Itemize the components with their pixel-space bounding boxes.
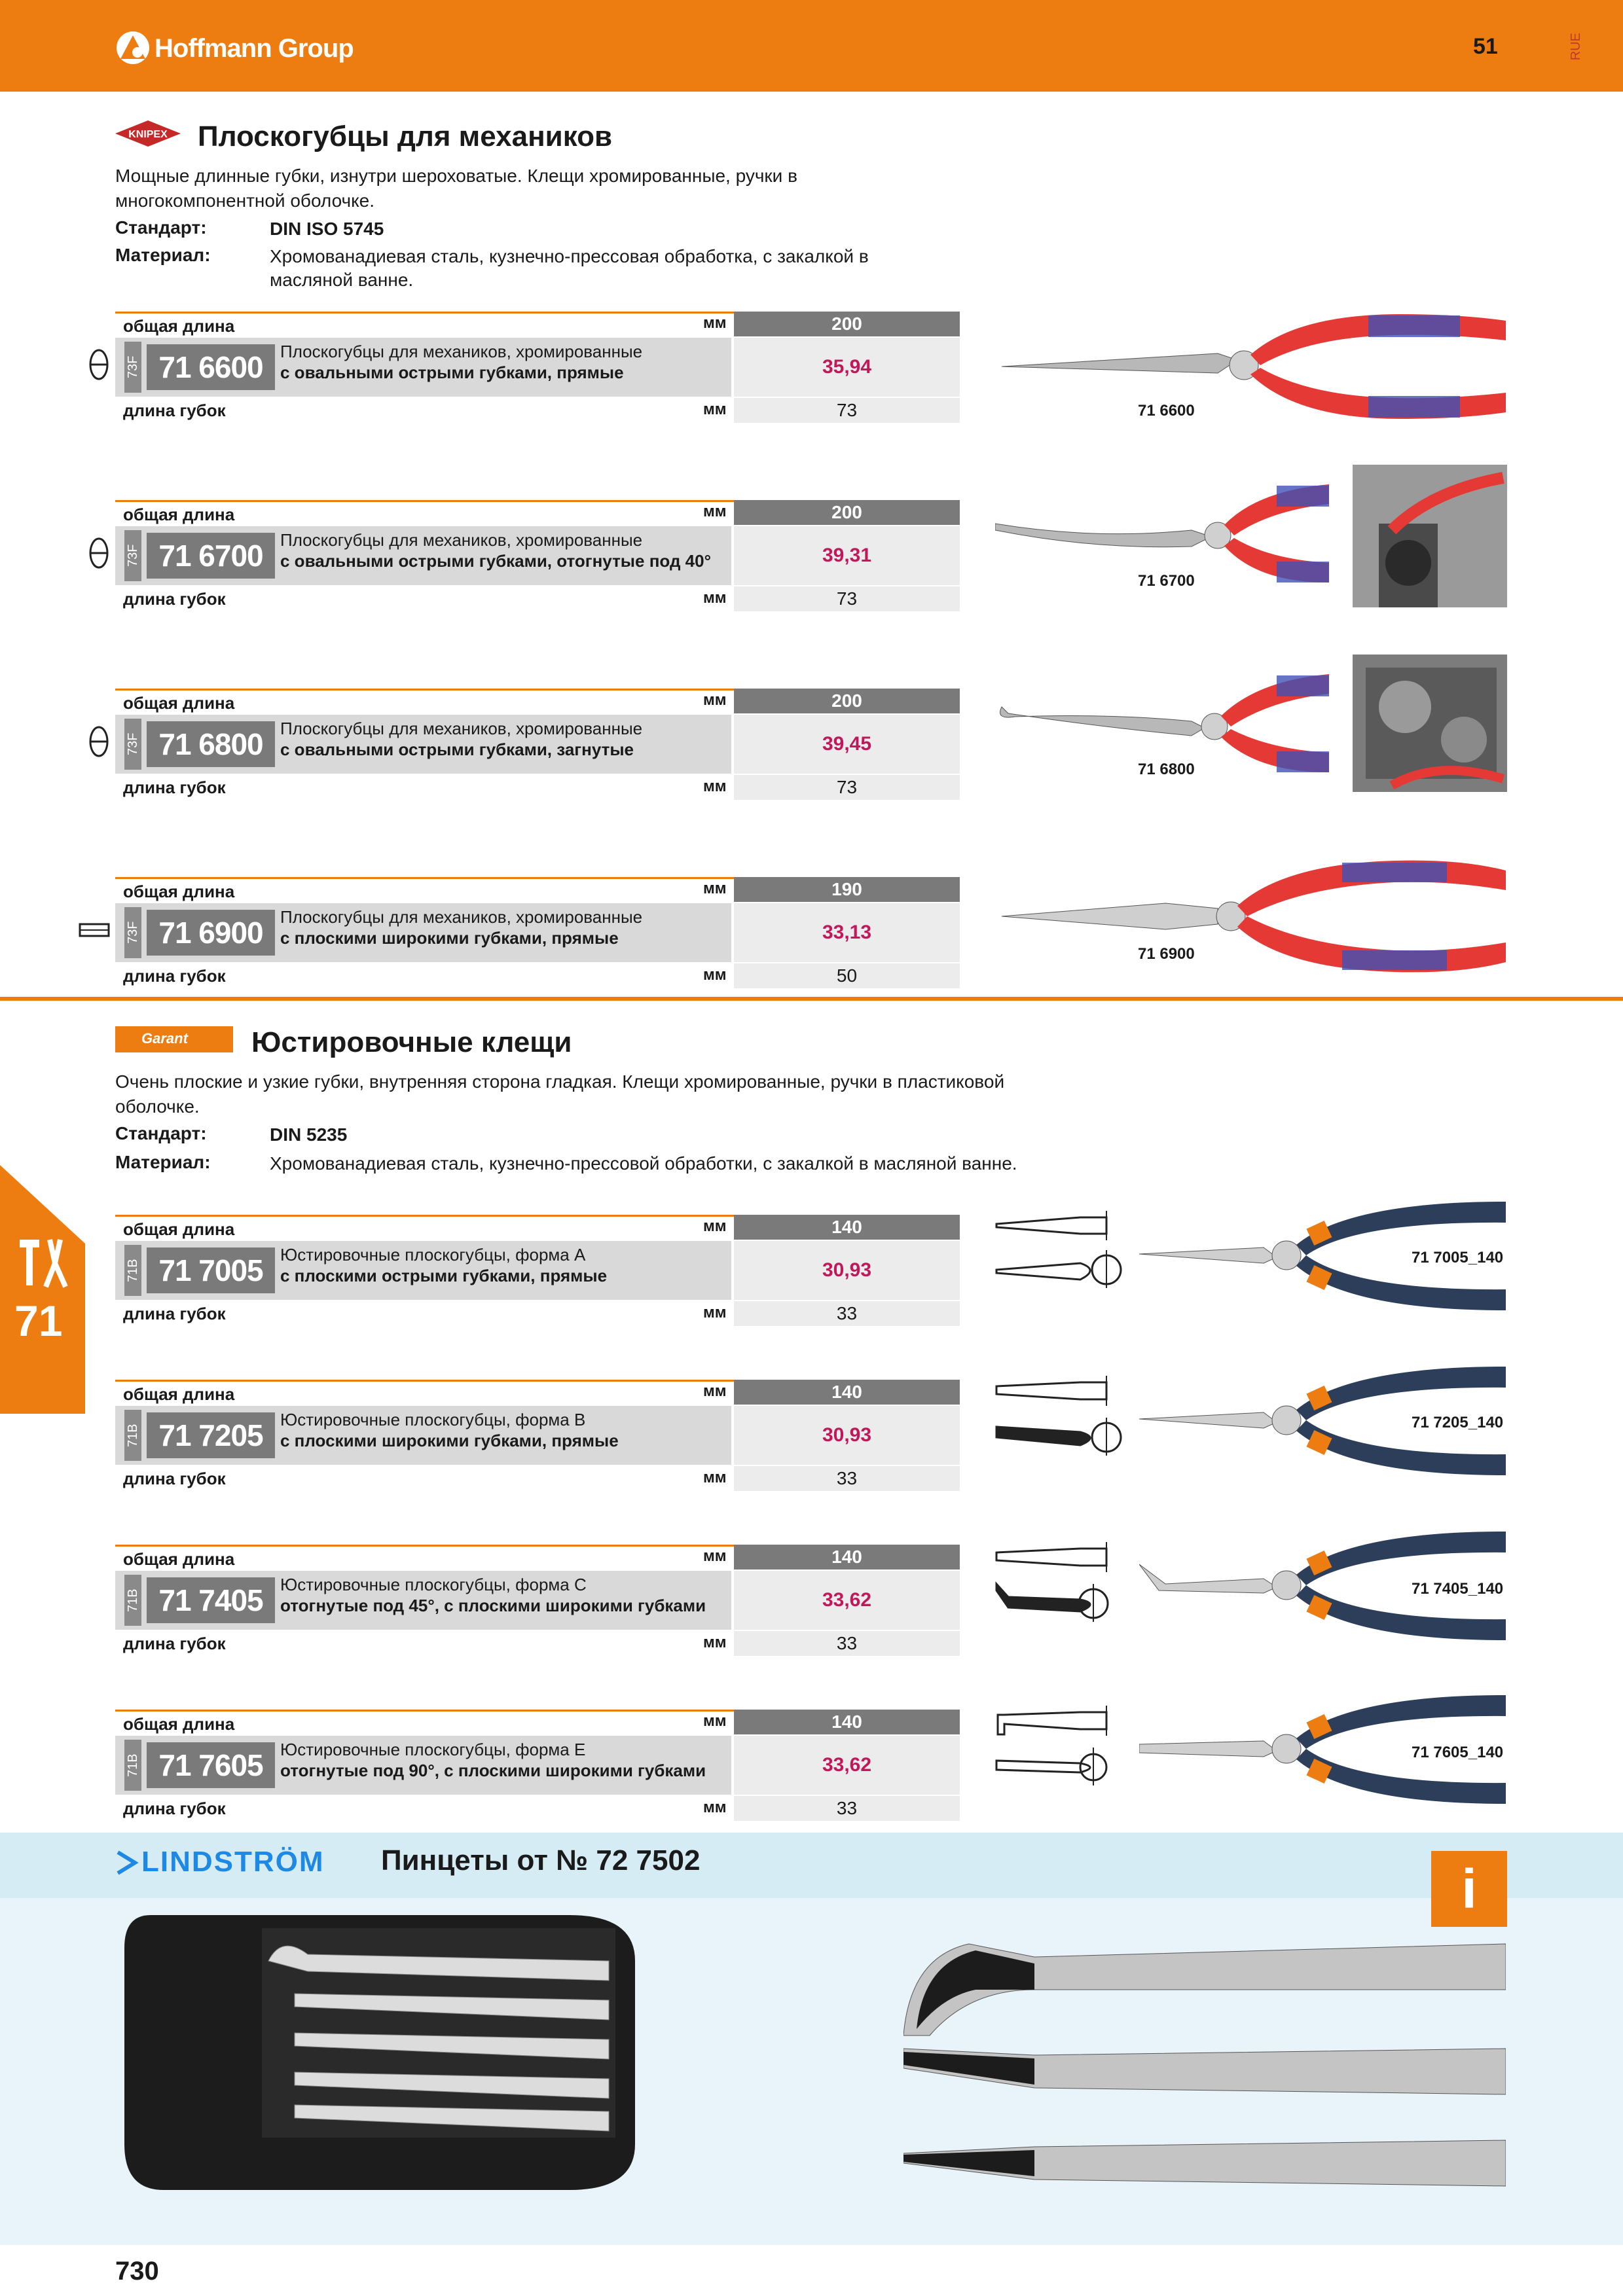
product-name-line1: Плоскогубцы для механиков, хромированные <box>280 719 643 738</box>
price: 30,93 <box>734 1406 960 1465</box>
article-number[interactable]: 71 7005 <box>147 1247 275 1293</box>
garant-logo-text: Garant <box>141 1030 188 1047</box>
page-number-bottom: 730 <box>115 2257 159 2286</box>
image-caption: 71 7005_140 <box>1412 1249 1504 1266</box>
lindstrom-logo-text: LINDSTRÖM <box>141 1846 325 1878</box>
jaw-length-value: 50 <box>734 963 960 988</box>
jaw-unit-label: мм <box>703 1634 727 1651</box>
pliers-image <box>1002 851 1512 982</box>
knipex-logo-text: KNIPEX <box>128 129 168 140</box>
product-name-line1: Плоскогубцы для механиков, хромированные <box>280 530 643 550</box>
application-photo <box>1353 465 1507 607</box>
technical-drawing <box>995 1204 1133 1289</box>
article-number[interactable]: 71 6700 <box>147 533 275 579</box>
product-table <box>115 312 960 423</box>
flat-jaw-icon <box>79 914 110 946</box>
section1-material-label: Материал: <box>115 245 211 265</box>
jaw-length-value: 73 <box>734 586 960 611</box>
product-name-line2: отогнутые под 45°, с плоскими широкими губками <box>280 1596 706 1615</box>
price: 33,62 <box>734 1571 960 1630</box>
product-name-line2: отогнутые под 90°, с плоскими широкими губками <box>280 1761 706 1780</box>
group-code: 73F <box>124 530 141 581</box>
brand-logo-text: Hoffmann Group <box>155 34 354 63</box>
jaw-unit-label: мм <box>703 1469 727 1486</box>
product-name-line2: с плоскими острыми губками, прямые <box>280 1266 608 1285</box>
jaw-length-label: длина губок <box>123 1634 226 1653</box>
product-name-line1: Юстировочные плоскогубцы, форма В <box>280 1410 586 1429</box>
image-caption: 71 7605_140 <box>1412 1744 1504 1761</box>
section1-description: Мощные длинные губки, изнутри шероховатые. Клещи хромированные, ручки в многокомпонентной оболочке. <box>115 166 797 211</box>
section2-description: Очень плоские и узкие губки, внутренняя сторона гладкая. Клещи хромированные, ручки в пластиковой оболочке. <box>115 1071 1005 1117</box>
total-length-label: общая длина <box>123 1714 235 1734</box>
product-name-line2: с овальными острыми губками, отогнутые под 40° <box>280 551 711 571</box>
product-name-line1: Юстировочные плоскогубцы, форма А <box>280 1245 586 1265</box>
jaw-length-label: длина губок <box>123 778 226 797</box>
article-number[interactable]: 71 7405 <box>147 1577 275 1623</box>
jaw-unit-label: мм <box>703 778 727 795</box>
product-name-line2: с плоскими широкими губками, прямые <box>280 1431 619 1450</box>
unit-label: мм <box>703 1217 727 1235</box>
section1-title: Плоскогубцы для механиков <box>198 120 613 152</box>
total-length-label: общая длина <box>123 1219 235 1239</box>
page-number-top: 51 <box>1473 34 1498 59</box>
hoffmann-logo-icon <box>115 30 151 65</box>
section2-material-label: Материал: <box>115 1152 211 1172</box>
chapter-number: 71 <box>14 1297 63 1345</box>
jaw-unit-label: мм <box>703 589 727 607</box>
article-number[interactable]: 71 6800 <box>147 721 275 767</box>
jaw-unit-label: мм <box>703 1304 727 1321</box>
technical-drawing <box>995 1538 1133 1623</box>
jaw-unit-label: мм <box>703 1799 727 1816</box>
language-tag: RUE <box>1569 33 1583 61</box>
section2-title: Юстировочные клещи <box>251 1026 572 1058</box>
article-number[interactable]: 71 6600 <box>147 344 275 390</box>
product-name-line2: с овальными острыми губками, загнутые <box>280 740 634 759</box>
group-code: 73F <box>124 342 141 393</box>
section2-standard-value: DIN 5235 <box>270 1124 348 1145</box>
section1-standard-label: Стандарт: <box>115 217 207 238</box>
section-divider <box>0 997 1623 1001</box>
oval-jaw-icon <box>89 348 109 381</box>
jaw-length-label: длина губок <box>123 589 226 609</box>
info-section-title: Пинцеты от № 72 7502 <box>381 1844 701 1876</box>
unit-label: мм <box>703 503 727 520</box>
knipex-badge <box>115 120 181 147</box>
jaw-length-label: длина губок <box>123 1799 226 1818</box>
group-code: 71B <box>124 1245 141 1296</box>
jaw-unit-label: мм <box>703 966 727 984</box>
total-length-label: общая длина <box>123 693 235 713</box>
total-length-value: 140 <box>734 1545 960 1570</box>
jaw-length-label: длина губок <box>123 401 226 420</box>
unit-label: мм <box>703 1547 727 1565</box>
product-table <box>115 1710 960 1821</box>
product-table <box>115 1545 960 1656</box>
application-photo <box>1353 655 1507 792</box>
product-name-line1: Плоскогубцы для механиков, хромированные <box>280 907 643 927</box>
tweezer-case-image <box>111 1909 648 2197</box>
total-length-label: общая длина <box>123 1549 235 1569</box>
total-length-value: 200 <box>734 312 960 336</box>
product-table <box>115 1215 960 1326</box>
total-length-value: 140 <box>734 1215 960 1240</box>
price: 33,13 <box>734 903 960 962</box>
group-code: 73F <box>124 907 141 958</box>
jaw-length-label: длина губок <box>123 966 226 986</box>
image-caption: 71 7405_140 <box>1412 1580 1504 1598</box>
image-caption: 71 6600 <box>1138 402 1195 420</box>
article-number[interactable]: 71 7605 <box>147 1742 275 1788</box>
lindstrom-arrow-icon <box>115 1850 139 1876</box>
image-caption: 71 7205_140 <box>1412 1414 1504 1431</box>
total-length-value: 190 <box>734 877 960 902</box>
jaw-length-value: 33 <box>734 1466 960 1491</box>
image-caption: 71 6700 <box>1138 572 1195 590</box>
total-length-label: общая длина <box>123 1384 235 1404</box>
pliers-chapter-icon <box>17 1237 69 1289</box>
product-name-line1: Юстировочные плоскогубцы, форма E <box>280 1740 586 1759</box>
product-name-line2: с овальными острыми губками, прямые <box>280 363 624 382</box>
article-number[interactable]: 71 7205 <box>147 1412 275 1458</box>
product-name-line1: Плоскогубцы для механиков, хромированные <box>280 342 643 361</box>
technical-drawing <box>995 1702 1133 1787</box>
total-length-value: 200 <box>734 689 960 713</box>
section1-material-value: Хромованадиевая сталь, кузнечно-прессовая обработка, с закалкой в масляной ванне. <box>270 246 869 290</box>
jaw-unit-label: мм <box>703 401 727 418</box>
group-code: 71B <box>124 1740 141 1791</box>
product-table <box>115 500 960 611</box>
pliers-image <box>1002 308 1512 425</box>
price: 35,94 <box>734 338 960 397</box>
total-length-value: 200 <box>734 500 960 525</box>
price: 39,45 <box>734 715 960 774</box>
article-number[interactable]: 71 6900 <box>147 910 275 956</box>
total-length-value: 140 <box>734 1380 960 1405</box>
total-length-label: общая длина <box>123 505 235 524</box>
unit-label: мм <box>703 880 727 897</box>
total-length-label: общая длина <box>123 882 235 901</box>
product-name-line2: с плоскими широкими губками, прямые <box>280 928 619 948</box>
price: 33,62 <box>734 1736 960 1795</box>
group-code: 73F <box>124 719 141 770</box>
group-code: 71B <box>124 1575 141 1626</box>
total-length-label: общая длина <box>123 316 235 336</box>
tweezers-image <box>903 1918 1506 2212</box>
technical-drawing <box>995 1372 1133 1457</box>
oval-jaw-icon <box>89 725 109 758</box>
price: 39,31 <box>734 526 960 585</box>
group-code: 71B <box>124 1410 141 1461</box>
image-caption: 71 6900 <box>1138 945 1195 963</box>
unit-label: мм <box>703 1382 727 1400</box>
image-caption: 71 6800 <box>1138 761 1195 778</box>
section1-standard-value: DIN ISO 5745 <box>270 219 384 239</box>
section2-material-value: Хромованадиевая сталь, кузнечно-прессовой обработки, с закалкой в масляной ванне. <box>270 1153 1017 1174</box>
jaw-length-label: длина губок <box>123 1304 226 1323</box>
jaw-length-value: 73 <box>734 775 960 800</box>
jaw-length-value: 33 <box>734 1796 960 1821</box>
jaw-length-value: 33 <box>734 1301 960 1326</box>
product-name-line1: Юстировочные плоскогубцы, форма С <box>280 1575 587 1594</box>
garant-badge <box>115 1026 233 1052</box>
oval-jaw-icon <box>89 537 109 569</box>
section2-standard-label: Стандарт: <box>115 1123 207 1143</box>
chapter-tab[interactable] <box>0 1165 85 1414</box>
price: 30,93 <box>734 1241 960 1300</box>
info-icon[interactable]: i <box>1431 1851 1507 1927</box>
jaw-length-value: 33 <box>734 1631 960 1656</box>
unit-label: мм <box>703 314 727 332</box>
unit-label: мм <box>703 691 727 709</box>
product-table <box>115 877 960 988</box>
product-table <box>115 689 960 800</box>
product-table <box>115 1380 960 1491</box>
jaw-length-value: 73 <box>734 398 960 423</box>
total-length-value: 140 <box>734 1710 960 1734</box>
jaw-length-label: длина губок <box>123 1469 226 1488</box>
unit-label: мм <box>703 1712 727 1730</box>
